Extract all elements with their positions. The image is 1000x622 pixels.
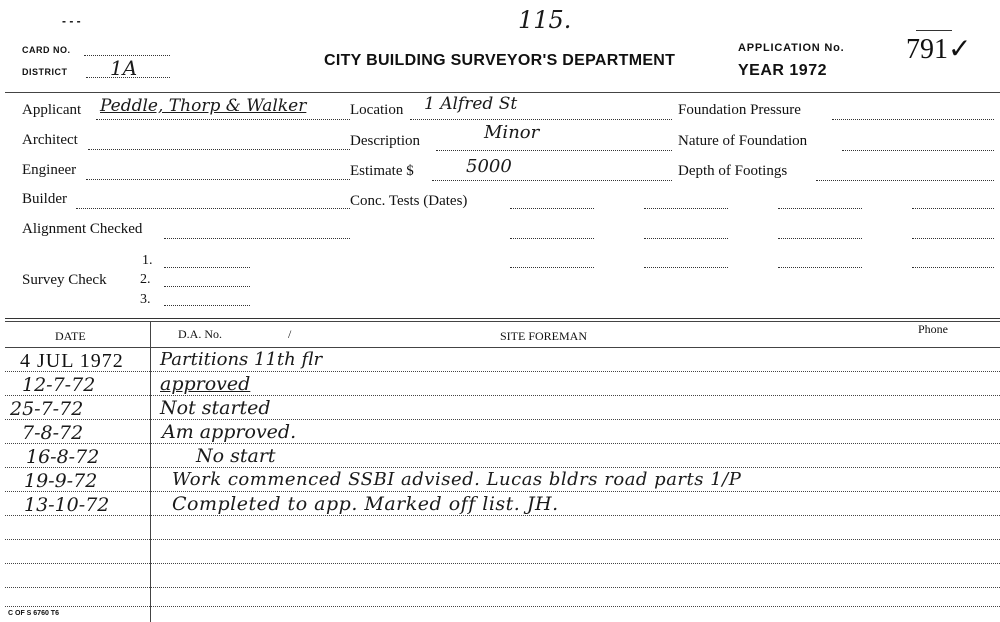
conc-test-field-11[interactable]	[778, 267, 862, 268]
application-label: APPLICATION No.	[738, 42, 845, 54]
row-rule	[5, 467, 1000, 468]
log-entry: Partitions 11th flr	[160, 349, 323, 370]
log-entry: No start	[196, 445, 276, 467]
department-title: CITY BUILDING SURVEYOR'S DEPARTMENT	[324, 52, 676, 69]
phone-header: Phone	[918, 322, 948, 336]
foundation-pressure-label: Foundation Pressure	[678, 102, 801, 118]
applicant-value: Peddle, Thorp & Walker	[100, 96, 307, 116]
alignment-checked-label: Alignment Checked	[22, 221, 143, 237]
log-date: 12-7-72	[22, 374, 96, 396]
estimate-field[interactable]	[432, 180, 672, 181]
log-entry: Work commenced SSBI advised. Lucas bldrs road parts 1/P	[172, 469, 742, 490]
conc-test-field-7[interactable]	[778, 238, 862, 239]
conc-test-field-2[interactable]	[644, 208, 728, 209]
alignment-checked-field[interactable]	[164, 238, 350, 239]
conc-test-field-9[interactable]	[510, 267, 594, 268]
log-entry: approved	[160, 373, 251, 395]
header-row-rule	[5, 347, 1000, 348]
description-field[interactable]	[436, 150, 672, 151]
row-rule	[5, 419, 1000, 420]
applicant-label: Applicant	[22, 102, 82, 118]
engineer-label: Engineer	[22, 162, 77, 178]
row-rule	[5, 443, 1000, 444]
conc-test-field-12[interactable]	[912, 267, 994, 268]
application-overline	[916, 30, 952, 31]
conc-test-field-6[interactable]	[644, 238, 728, 239]
page-number: 115.	[518, 6, 572, 34]
location-field[interactable]	[410, 119, 672, 120]
card-no-label: CARD NO.	[22, 45, 71, 55]
log-date: 7-8-72	[22, 422, 84, 444]
applicant-field[interactable]	[96, 119, 350, 120]
log-entry: Completed to app. Marked off list. JH.	[172, 493, 559, 515]
location-label: Location	[350, 102, 404, 118]
log-date: 19-9-72	[24, 470, 98, 492]
table-top-rule	[5, 318, 1000, 319]
engineer-field[interactable]	[86, 179, 350, 180]
log-entry: Am approved.	[162, 421, 297, 443]
log-entry: Not started	[160, 397, 271, 419]
table-top-rule-inner	[5, 321, 1000, 322]
site-foreman-header: SITE FOREMAN	[500, 329, 588, 343]
description-label: Description	[350, 133, 420, 149]
year-label: YEAR 1972	[738, 62, 827, 79]
depth-of-footings-label: Depth of Footings	[678, 163, 788, 179]
survey-check-3-field[interactable]	[164, 305, 250, 306]
conc-test-field-4[interactable]	[912, 208, 994, 209]
survey-check-1-field[interactable]	[164, 267, 250, 268]
date-header: DATE	[55, 329, 86, 343]
survey-check-3-label: 3.	[140, 292, 151, 307]
top-mark: - - -	[62, 14, 81, 28]
row-rule	[5, 491, 1000, 492]
conc-test-field-3[interactable]	[778, 208, 862, 209]
conc-test-field-1[interactable]	[510, 208, 594, 209]
survey-check-1-label: 1.	[142, 253, 153, 268]
header-divider	[5, 92, 1000, 93]
row-rule	[5, 606, 1000, 607]
log-date: 25-7-72	[10, 398, 84, 420]
builder-label: Builder	[22, 191, 67, 207]
nature-of-foundation-field[interactable]	[842, 150, 994, 151]
district-label: DISTRICT	[22, 67, 68, 77]
da-slash: /	[288, 327, 292, 341]
survey-check-2-field[interactable]	[164, 286, 250, 287]
log-date: 4 JUL 1972	[20, 350, 124, 372]
district-value: 1A	[110, 56, 138, 80]
date-column-divider	[150, 321, 151, 622]
da-no-header: D.A. No.	[178, 327, 222, 341]
conc-test-field-10[interactable]	[644, 267, 728, 268]
log-date: 16-8-72	[26, 446, 100, 468]
survey-check-2-label: 2.	[140, 272, 151, 287]
builder-field[interactable]	[76, 208, 350, 209]
conc-test-field-8[interactable]	[912, 238, 994, 239]
form-code: C OF S 6760 T6	[8, 610, 59, 617]
depth-of-footings-field[interactable]	[816, 180, 994, 181]
foundation-pressure-field[interactable]	[832, 119, 994, 120]
row-rule	[5, 371, 1000, 372]
location-value: 1 Alfred St	[424, 94, 518, 114]
row-rule	[5, 587, 1000, 588]
description-value: Minor	[484, 122, 540, 143]
survey-check-label: Survey Check	[22, 272, 107, 288]
conc-test-field-5[interactable]	[510, 238, 594, 239]
row-rule	[5, 515, 1000, 516]
architect-field[interactable]	[88, 149, 350, 150]
log-date: 13-10-72	[24, 494, 110, 516]
row-rule	[5, 395, 1000, 396]
estimate-value: 5000	[466, 156, 512, 177]
application-number: 791✓	[906, 34, 972, 65]
architect-label: Architect	[22, 132, 78, 148]
conc-tests-label: Conc. Tests (Dates)	[350, 193, 468, 209]
nature-of-foundation-label: Nature of Foundation	[678, 133, 808, 149]
estimate-label: Estimate $	[350, 163, 414, 179]
row-rule	[5, 563, 1000, 564]
row-rule	[5, 539, 1000, 540]
